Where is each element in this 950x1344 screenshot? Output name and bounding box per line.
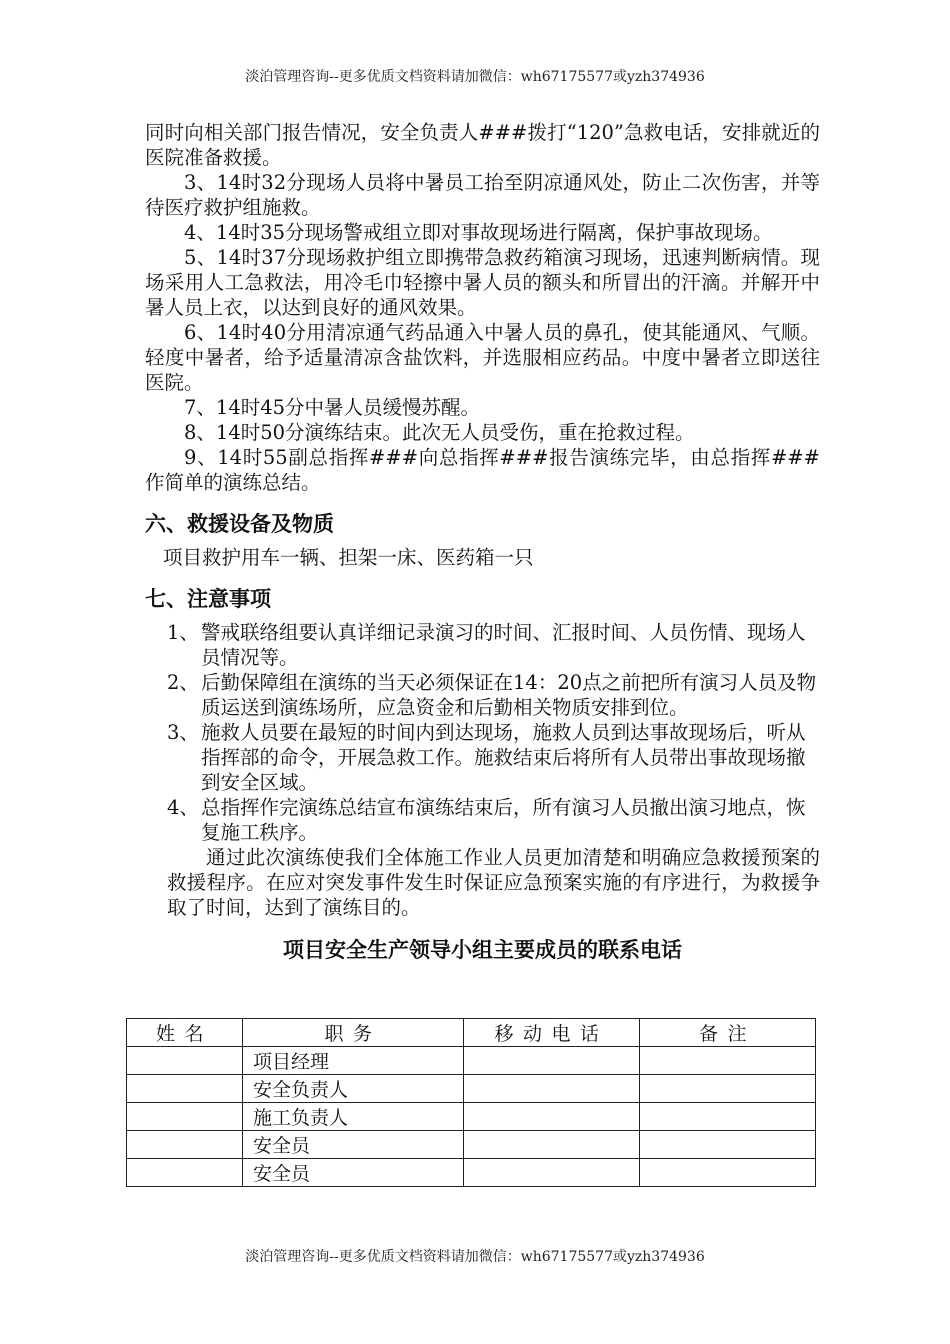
step-paragraph: 7、14时45分中暑人员缓慢苏醒。	[184, 396, 481, 419]
cell-phone	[464, 1131, 640, 1159]
list-item	[145, 620, 820, 670]
cell-note	[640, 1159, 816, 1187]
list-item-number: 2、	[167, 671, 199, 694]
step-paragraph: 9、14时55副总指挥###向总指挥###报告演练完毕，由总指挥###作简单的演练总结。	[145, 446, 820, 494]
column-header: 备注	[640, 1019, 816, 1047]
step-paragraph: 8、14时50分演练结束。此次无人员受伤，重在抢救过程。	[184, 421, 695, 444]
list-item-number: 1、	[167, 621, 199, 644]
list-item-text: 施救人员要在最短的时间内到达现场，施救人员到达事故现场后，听从指挥部的命令，开展急救工作。施救结束后将所有人员带出事故现场撤到安全区域。	[201, 721, 806, 794]
cell-phone	[464, 1075, 640, 1103]
cell-name	[127, 1075, 243, 1103]
table-row	[127, 1131, 816, 1159]
cell-role: 安全员	[243, 1159, 464, 1187]
list-item-text: 总指挥作完演练总结宣布演练结束后，所有演习人员撤出演习地点，恢复施工秩序。	[201, 796, 806, 844]
table-row	[127, 1159, 816, 1187]
cell-role: 施工负责人	[243, 1103, 464, 1131]
list-item-number: 4、	[167, 796, 199, 819]
step-paragraph: 同时向相关部门报告情况，安全负责人###拨打“120”急救电话，安排就近的医院准备救援。	[145, 121, 820, 169]
cell-phone	[464, 1047, 640, 1075]
cell-note	[640, 1103, 816, 1131]
list-item-text: 后勤保障组在演练的当天必须保证在14：20点之前把所有演习人员及物质运送到演练场所，应急资金和后勤相关物质安排到位。	[201, 671, 817, 719]
cell-role: 项目经理	[243, 1047, 464, 1075]
cell-role: 安全负责人	[243, 1075, 464, 1103]
page-header: 淡泊管理咨询--更多优质文档资料请加微信：wh67175577或yzh374936	[245, 69, 705, 85]
cell-phone	[464, 1103, 640, 1131]
list-item-text: 警戒联络组要认真详细记录演习的时间、汇报时间、人员伤情、现场人员情况等。	[201, 621, 806, 669]
equipment-text: 项目救护用车一辆、担架一床、医药箱一只	[163, 546, 534, 569]
section-heading-equipment: 六、救援设备及物质	[145, 512, 334, 536]
column-header: 职务	[243, 1019, 464, 1047]
table-row	[127, 1047, 816, 1075]
cell-phone	[464, 1159, 640, 1187]
table-row	[127, 1103, 816, 1131]
notes-list	[145, 620, 820, 845]
cell-note	[640, 1075, 816, 1103]
list-item	[145, 670, 820, 720]
list-item	[145, 795, 820, 845]
cell-name	[127, 1159, 243, 1187]
table-title: 项目安全生产领导小组主要成员的联系电话	[283, 938, 682, 962]
cell-name	[127, 1131, 243, 1159]
list-item	[145, 720, 820, 795]
cell-role: 安全员	[243, 1131, 464, 1159]
column-header: 移动电话	[464, 1019, 640, 1047]
step-paragraph: 3、14时32分现场人员将中暑员工抬至阴凉通风处，防止二次伤害，并等待医疗救护组施救。	[145, 171, 820, 219]
step-paragraph: 4、14时35分现场警戒组立即对事故现场进行隔离，保护事故现场。	[184, 221, 773, 244]
contacts-table	[126, 1018, 816, 1187]
page-footer: 淡泊管理咨询--更多优质文档资料请加微信：wh67175577或yzh374936	[245, 1249, 705, 1265]
cell-note	[640, 1131, 816, 1159]
step-paragraph: 6、14时40分用清凉通气药品通入中暑人员的鼻孔，使其能通风、气顺。轻度中暑者，给予适量清凉含盐饮料，并选服相应药品。中度中暑者立即送往医院。	[145, 321, 820, 394]
column-header: 姓名	[127, 1019, 243, 1047]
cell-name	[127, 1103, 243, 1131]
document-body	[145, 120, 820, 972]
closing-paragraph: 通过此次演练使我们全体施工作业人员更加清楚和明确应急救援预案的救援程序。在应对突发事件发生时保证应急预案实施的有序进行，为救援争取了时间，达到了演练目的。	[167, 846, 820, 919]
cell-name	[127, 1047, 243, 1075]
step-paragraph: 5、14时37分现场救护组立即携带急救药箱演习现场，迅速判断病情。现场采用人工急救法，用冷毛巾轻擦中暑人员的额头和所冒出的汗滴。并解开中暑人员上衣，以达到良好的通风效果。	[145, 246, 820, 319]
cell-note	[640, 1047, 816, 1075]
table-header-row	[127, 1019, 816, 1047]
table-row	[127, 1075, 816, 1103]
section-heading-notes: 七、注意事项	[145, 587, 271, 611]
list-item-number: 3、	[167, 721, 199, 744]
